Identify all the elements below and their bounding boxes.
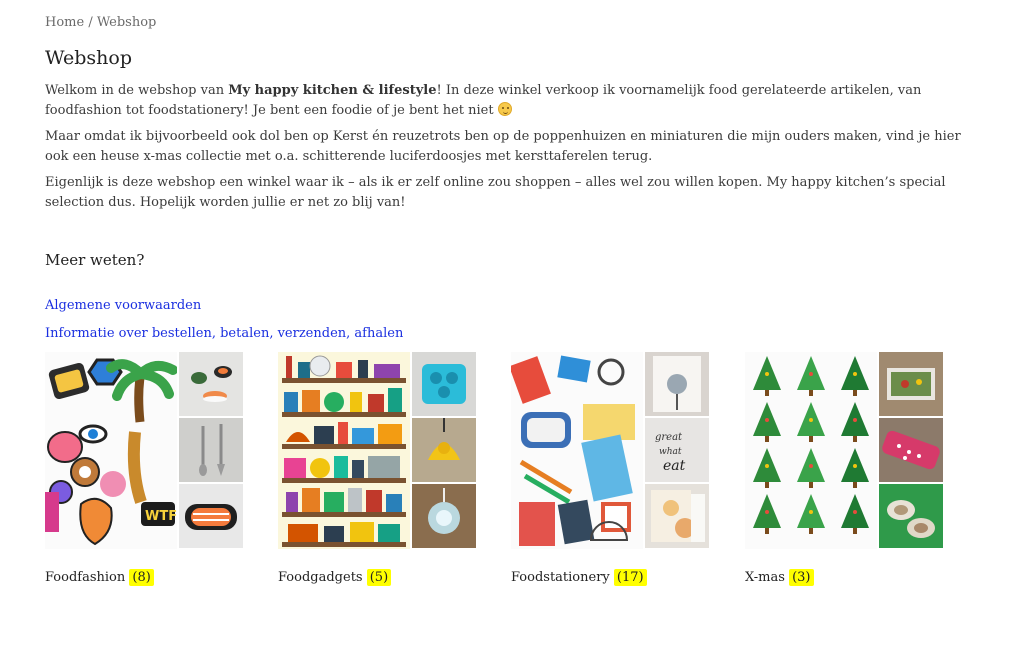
category-foodfashion[interactable] — [45, 352, 243, 588]
category-grid — [45, 352, 975, 592]
foodfashion-patches-image[interactable] — [45, 352, 177, 549]
category-name[interactable]: Foodstationery — [511, 570, 610, 585]
category-name[interactable]: X-mas — [745, 570, 785, 585]
breadcrumb — [45, 14, 975, 32]
terms-link[interactable]: Algemene voorwaarden — [45, 298, 202, 313]
intro-p1-start: Welkom in de webshop van — [45, 83, 229, 98]
intro-text — [45, 81, 975, 213]
intro-p1-rest: ! In deze winkel verkoop ik voornamelijk food gerelateerde artikelen, van foodfashion tot foodstationery! Je bent een foodie of je bent het niet — [45, 83, 922, 118]
intro-paragraph-3: Eigenlijk is deze webshop een winkel waar ik – als ik er zelf online zou shoppen – alles wel zou willen kopen. My happy kitchen’s special selection dus. Hopelijk worden jullie er net zo blij van! — [45, 175, 946, 210]
matchbox-diorama-image[interactable] — [879, 352, 943, 416]
category-count-badge: (5) — [367, 569, 391, 586]
category-thumbnails[interactable] — [278, 352, 476, 549]
miniature-bowls-image[interactable] — [879, 484, 943, 548]
category-name[interactable]: Foodgadgets — [278, 570, 363, 585]
fork-earrings-image[interactable] — [179, 418, 243, 482]
category-title[interactable] — [745, 568, 943, 588]
foodgadgets-kitchen-shelves-image[interactable] — [278, 352, 410, 549]
info-links — [45, 296, 975, 344]
category-count-badge: (8) — [129, 569, 153, 586]
intro-paragraph-1 — [45, 81, 975, 121]
category-foodgadgets[interactable] — [278, 352, 476, 588]
page-content — [45, 14, 975, 352]
food-cards-image[interactable] — [645, 484, 709, 548]
breadcrumb-current: Webshop — [96, 15, 157, 30]
sushi-earrings-image[interactable] — [179, 352, 243, 416]
svg-text:what: what — [659, 447, 682, 457]
sushi-patch-image[interactable] — [179, 484, 243, 548]
category-count-badge: (17) — [614, 569, 647, 586]
page-title: Webshop — [45, 47, 132, 69]
intro-paragraph-2: Maar omdat ik bijvoorbeeld ook dol ben op Kerst én reuzetrots ben op de poppenhuizen en miniaturen die mijn ouders maken, vind je hier ook een heuse x-mas collectie met o.a. schitterende luciferdoosjes met kersttaferelen terug. — [45, 129, 961, 164]
category-thumbnails[interactable] — [745, 352, 943, 549]
lettering-card-image[interactable] — [645, 418, 709, 482]
breadcrumb-home-link[interactable]: Home — [45, 15, 85, 30]
teabag-gadget-image[interactable] — [412, 484, 476, 548]
breadcrumb-separator: / — [84, 15, 97, 30]
silicone-mold-image[interactable] — [412, 352, 476, 416]
category-title[interactable] — [511, 568, 709, 588]
category-thumbnails[interactable] — [45, 352, 243, 549]
svg-text:eat: eat — [663, 458, 686, 474]
category-count-badge: (3) — [789, 569, 813, 586]
svg-text:WTF: WTF — [145, 509, 177, 524]
recipe-card-image[interactable] — [645, 352, 709, 416]
category-foodstationery[interactable] — [511, 352, 709, 588]
category-thumbnails[interactable] — [511, 352, 709, 549]
ordering-info-link[interactable]: Informatie over bestellen, betalen, verzenden, afhalen — [45, 326, 404, 341]
category-x-mas[interactable] — [745, 352, 943, 588]
svg-text:great: great — [655, 432, 683, 443]
tea-infuser-image[interactable] — [412, 418, 476, 482]
category-title[interactable] — [278, 568, 476, 588]
category-title[interactable] — [45, 568, 243, 588]
dotted-fabric-image[interactable] — [879, 418, 943, 482]
category-name[interactable]: Foodfashion — [45, 570, 126, 585]
smiley-emoji-icon — [498, 102, 512, 116]
section-title-more-info: Meer weten? — [45, 251, 145, 269]
x-mas-trees-image[interactable] — [745, 352, 877, 549]
shop-name: My happy kitchen & lifestyle — [228, 83, 437, 98]
foodstationery-supplies-image[interactable] — [511, 352, 643, 549]
